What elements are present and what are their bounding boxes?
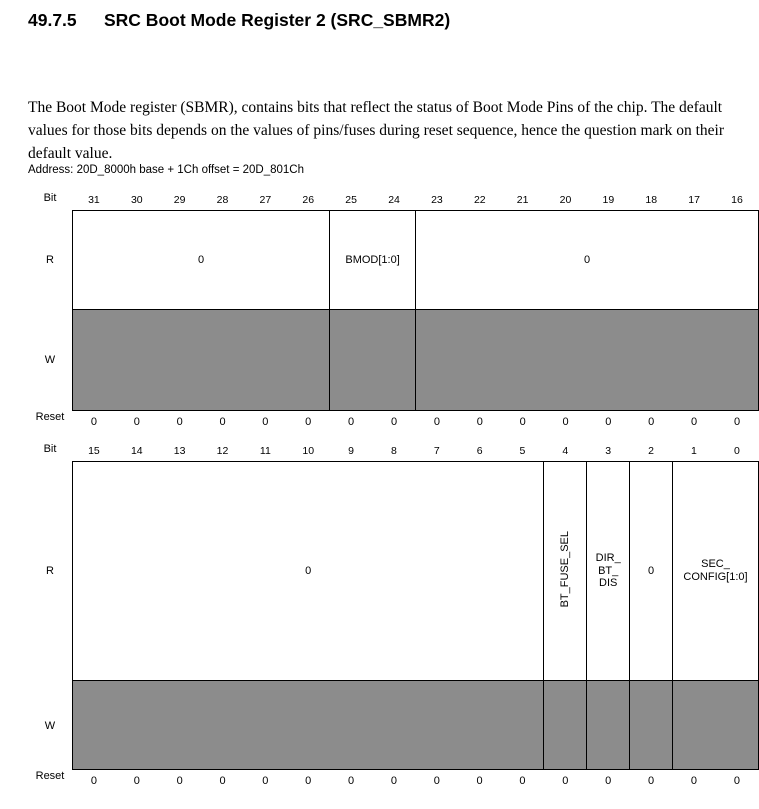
register-table-upper <box>72 192 759 431</box>
intro-paragraph: The Boot Mode register (SBMR), contains bits that reflect the status of Boot Mode Pins of the chip. The default values for those bits depends on the values of pins/fuses during reset sequence, hence the question mark on their default value. <box>28 98 725 162</box>
read-field-bt-fuse-sel <box>544 462 587 681</box>
write-field-sec-config <box>673 681 759 770</box>
row-label-reset: Reset <box>35 770 65 782</box>
write-row-upper <box>73 310 759 411</box>
read-field-sec-config-line2: CONFIG[1:0] <box>683 571 748 583</box>
reset-value: 0 <box>348 775 355 787</box>
reset-value: 0 <box>690 775 698 787</box>
bit-number: 4 <box>562 445 569 457</box>
register-table-lower <box>72 443 759 790</box>
row-label-read: R <box>46 565 54 577</box>
reset-value: 0 <box>348 416 355 428</box>
reset-value: 0 <box>305 416 312 428</box>
bit-number: 16 <box>731 194 743 206</box>
row-label-bit: Bit <box>43 443 57 455</box>
bit-number: 28 <box>216 194 229 206</box>
bit-number: 10 <box>302 445 315 457</box>
reset-value: 0 <box>133 416 140 428</box>
read-field-reserved-2: 0 <box>630 462 673 681</box>
write-row-lower <box>73 681 759 770</box>
reset-value: 0 <box>691 416 698 428</box>
bit-number: 25 <box>345 194 357 206</box>
reset-value: 0 <box>176 416 183 428</box>
reset-value: 0 <box>262 416 269 428</box>
write-field-bt-fuse-sel <box>544 681 587 770</box>
bit-number: 29 <box>173 194 186 206</box>
bit-number: 13 <box>173 445 186 457</box>
bit-number: 7 <box>433 445 440 457</box>
read-field-reserved-23-16: 0 <box>416 211 759 310</box>
bit-number: 5 <box>519 445 526 457</box>
heading-title: SRC Boot Mode Register 2 (SRC_SBMR2) <box>104 10 451 30</box>
bit-number: 6 <box>476 445 483 457</box>
reset-value: 0 <box>133 775 140 787</box>
bit-number: 31 <box>88 194 100 206</box>
reset-value: 0 <box>648 775 655 787</box>
read-field-dir-bt-dis <box>587 462 630 681</box>
bit-number: 0 <box>734 445 740 457</box>
reset-value: 0 <box>390 416 398 428</box>
reset-value: 0 <box>90 775 97 787</box>
reset-value: 0 <box>476 416 483 428</box>
bit-number: 11 <box>259 445 271 457</box>
write-field-reserved-31-26 <box>73 310 330 411</box>
read-field-reserved-15-5: 0 <box>73 462 544 681</box>
row-label-write: W <box>44 720 56 732</box>
bit-number: 9 <box>348 445 354 457</box>
bit-number: 19 <box>602 194 615 206</box>
row-label-write: W <box>44 354 56 366</box>
bit-number: 17 <box>688 194 700 206</box>
bit-number: 2 <box>648 445 654 457</box>
reset-row-lower <box>73 770 759 791</box>
bit-number: 23 <box>431 194 443 206</box>
reset-value: 0 <box>219 775 226 787</box>
bit-number: 26 <box>302 194 315 206</box>
read-field-dir-bt-dis-line3: DIS <box>599 577 618 590</box>
row-label-reset: Reset <box>35 411 65 423</box>
reset-value: 0 <box>519 775 526 787</box>
heading-number: 49.7.5 <box>28 10 77 30</box>
bit-number: 1 <box>691 445 697 457</box>
read-field-bmod: BMOD[1:0] <box>330 211 416 310</box>
write-field-reserved-15-5 <box>73 681 544 770</box>
reset-value: 0 <box>519 416 526 428</box>
bit-number: 24 <box>388 194 400 206</box>
reset-value: 0 <box>648 416 655 428</box>
reset-value: 0 <box>433 775 440 787</box>
bit-number: 21 <box>516 194 529 206</box>
reset-value: 0 <box>733 775 741 787</box>
read-row-upper <box>73 211 759 310</box>
write-field-dir-bt-dis <box>587 681 630 770</box>
bit-number: 12 <box>216 445 229 457</box>
bit-number: 15 <box>88 445 100 457</box>
bit-number: 18 <box>645 194 658 206</box>
bit-number: 30 <box>130 194 143 206</box>
reset-value: 0 <box>605 416 612 428</box>
reset-value: 0 <box>605 775 612 787</box>
bit-number: 14 <box>130 445 143 457</box>
reset-value: 0 <box>262 775 269 787</box>
bit-number-row-upper <box>73 192 759 211</box>
reset-value: 0 <box>562 775 569 787</box>
read-field-dir-bt-dis-line1: DIR_ <box>595 552 621 565</box>
reset-value: 0 <box>219 416 226 428</box>
read-field-bt-fuse-sel-label: BT_FUSE_SEL <box>558 531 571 608</box>
bit-number: 27 <box>259 194 272 206</box>
page-heading <box>28 10 450 31</box>
reset-value: 0 <box>176 775 183 787</box>
bit-number: 8 <box>391 445 397 457</box>
address-line: Address: 20D_8000h base + 1Ch offset = 20D_801Ch <box>28 164 304 176</box>
write-field-reserved-2 <box>630 681 673 770</box>
read-field-sec-config-line1: SEC_ <box>701 558 730 571</box>
write-field-reserved-23-16 <box>416 310 759 411</box>
bit-number-row-lower <box>73 443 759 462</box>
register-diagram-upper <box>28 192 759 431</box>
bit-number: 3 <box>605 445 612 457</box>
read-field-sec-config <box>673 462 759 681</box>
bit-number: 22 <box>473 194 486 206</box>
read-field-dir-bt-dis-line2: BT_ <box>598 564 619 577</box>
reset-value: 0 <box>90 416 97 428</box>
write-field-bmod <box>330 310 416 411</box>
reset-value: 0 <box>733 416 741 428</box>
read-field-reserved-31-26: 0 <box>73 211 330 310</box>
reset-value: 0 <box>433 416 440 428</box>
row-label-read: R <box>46 254 54 266</box>
bit-number: 20 <box>559 194 572 206</box>
reset-row-upper <box>73 411 759 432</box>
reset-value: 0 <box>476 775 483 787</box>
reset-value: 0 <box>390 775 397 787</box>
row-label-bit: Bit <box>43 192 57 204</box>
reset-value: 0 <box>305 775 312 787</box>
reset-value: 0 <box>562 416 569 428</box>
read-row-lower <box>73 462 759 681</box>
register-diagram-lower <box>28 443 759 790</box>
